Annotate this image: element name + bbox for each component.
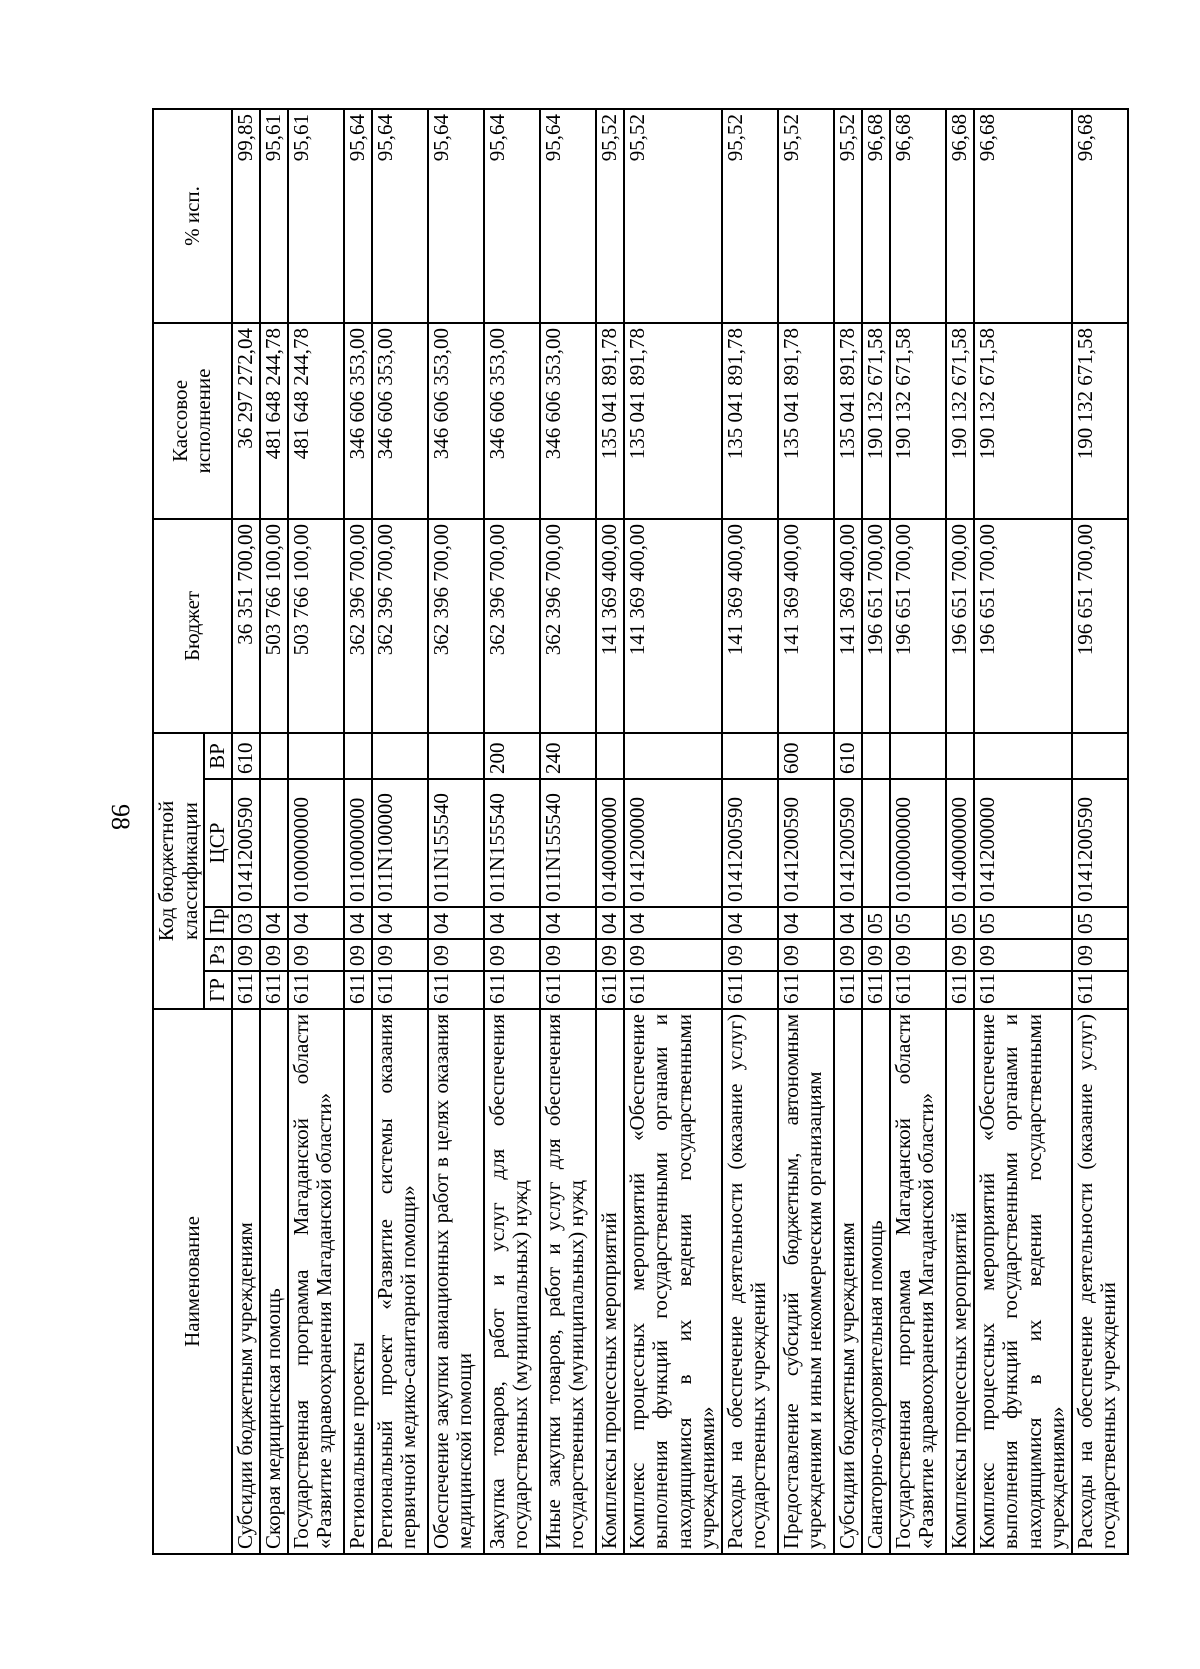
header-gr: ГР xyxy=(204,971,232,1009)
page-number: 98 xyxy=(106,804,135,830)
table-row xyxy=(722,109,778,1554)
row-budget: 196 651 700,00 xyxy=(1072,519,1128,733)
table-row xyxy=(288,109,344,1554)
row-pr: 04 xyxy=(596,907,624,939)
table-row xyxy=(974,109,1072,1554)
row-csr: 0141200590 xyxy=(722,779,778,907)
row-pct: 96,68 xyxy=(946,109,974,323)
row-cash: 481 648 244,78 xyxy=(288,323,344,519)
row-pct: 95,52 xyxy=(778,109,834,323)
row-cash: 190 132 671,58 xyxy=(974,323,1072,519)
row-csr: 011N155540 xyxy=(484,779,540,907)
row-pr: 05 xyxy=(890,907,946,939)
row-pr: 04 xyxy=(260,907,288,939)
row-pr: 04 xyxy=(288,907,344,939)
row-vr xyxy=(1072,733,1128,779)
row-budget: 196 651 700,00 xyxy=(946,519,974,733)
row-cash: 135 041 891,78 xyxy=(834,323,862,519)
row-name: Государственная программа Магаданской области «Развитие здравоохранения Магаданской области» xyxy=(890,1009,946,1554)
row-budget: 141 369 400,00 xyxy=(834,519,862,733)
row-csr xyxy=(260,779,288,907)
row-pct: 95,64 xyxy=(344,109,372,323)
row-pr: 04 xyxy=(624,907,722,939)
row-vr xyxy=(288,733,344,779)
row-rz: 09 xyxy=(862,939,890,971)
row-budget: 362 396 700,00 xyxy=(344,519,372,733)
row-rz: 09 xyxy=(596,939,624,971)
row-vr xyxy=(372,733,428,779)
row-vr xyxy=(624,733,722,779)
row-cash: 190 132 671,58 xyxy=(1072,323,1128,519)
row-name: Субсидии бюджетным учреждениям xyxy=(834,1009,862,1554)
table-row xyxy=(834,109,862,1554)
row-vr: 610 xyxy=(834,733,862,779)
row-pct: 95,64 xyxy=(484,109,540,323)
row-cash: 135 041 891,78 xyxy=(778,323,834,519)
row-name: Скорая медицинская помощь xyxy=(260,1009,288,1554)
row-pr: 04 xyxy=(540,907,596,939)
row-pct: 95,64 xyxy=(540,109,596,323)
table-row xyxy=(862,109,890,1554)
row-rz: 09 xyxy=(372,939,428,971)
row-budget: 362 396 700,00 xyxy=(484,519,540,733)
row-cash: 346 606 353,00 xyxy=(372,323,428,519)
table-row xyxy=(778,109,834,1554)
row-pct: 95,52 xyxy=(722,109,778,323)
row-cash: 481 648 244,78 xyxy=(260,323,288,519)
table-row xyxy=(540,109,596,1554)
row-name: Региональные проекты xyxy=(344,1009,372,1554)
row-pr: 04 xyxy=(834,907,862,939)
row-cash: 135 041 891,78 xyxy=(624,323,722,519)
row-csr: 0141200000 xyxy=(624,779,722,907)
row-csr: 0100000000 xyxy=(288,779,344,907)
row-rz: 09 xyxy=(540,939,596,971)
row-rz: 09 xyxy=(722,939,778,971)
row-pct: 95,61 xyxy=(288,109,344,323)
row-pr: 05 xyxy=(862,907,890,939)
row-gr: 611 xyxy=(974,971,1072,1009)
row-gr: 611 xyxy=(1072,971,1128,1009)
header-pct: % исп. xyxy=(153,109,232,323)
row-rz: 09 xyxy=(232,939,260,971)
row-pr: 04 xyxy=(484,907,540,939)
row-budget: 503 766 100,00 xyxy=(288,519,344,733)
row-gr: 611 xyxy=(372,971,428,1009)
row-vr: 600 xyxy=(778,733,834,779)
row-pr: 04 xyxy=(344,907,372,939)
row-vr xyxy=(974,733,1072,779)
row-name: Расходы на обеспечение деятельности (оказание услуг) государственных учреждений xyxy=(1072,1009,1128,1554)
row-pct: 95,52 xyxy=(624,109,722,323)
row-vr: 610 xyxy=(232,733,260,779)
row-name: Комплексы процессных мероприятий xyxy=(596,1009,624,1554)
row-cash: 190 132 671,58 xyxy=(862,323,890,519)
row-gr: 611 xyxy=(946,971,974,1009)
row-csr: 0141200000 xyxy=(974,779,1072,907)
row-rz: 09 xyxy=(624,939,722,971)
row-cash: 346 606 353,00 xyxy=(540,323,596,519)
row-gr: 611 xyxy=(232,971,260,1009)
header-rz: Рз xyxy=(204,939,232,971)
row-name: Государственная программа Магаданской области «Развитие здравоохранения Магаданской области» xyxy=(288,1009,344,1554)
row-pct: 99,85 xyxy=(232,109,260,323)
row-pct: 96,68 xyxy=(862,109,890,323)
row-gr: 611 xyxy=(624,971,722,1009)
row-pr: 04 xyxy=(372,907,428,939)
row-pr: 05 xyxy=(946,907,974,939)
row-budget: 362 396 700,00 xyxy=(372,519,428,733)
row-rz: 09 xyxy=(1072,939,1128,971)
row-vr xyxy=(596,733,624,779)
table-row xyxy=(372,109,428,1554)
table-row xyxy=(946,109,974,1554)
row-csr: 0140000000 xyxy=(946,779,974,907)
row-csr: 0141200590 xyxy=(778,779,834,907)
row-vr xyxy=(344,733,372,779)
row-pr: 05 xyxy=(1072,907,1128,939)
table-body xyxy=(232,109,1128,1554)
row-rz: 09 xyxy=(260,939,288,971)
row-rz: 09 xyxy=(890,939,946,971)
row-cash: 190 132 671,58 xyxy=(890,323,946,519)
row-budget: 141 369 400,00 xyxy=(596,519,624,733)
row-pct: 96,68 xyxy=(974,109,1072,323)
row-rz: 09 xyxy=(834,939,862,971)
row-budget: 141 369 400,00 xyxy=(778,519,834,733)
row-name: Предоставление субсидий бюджетным, автономным учреждениям и иным некоммерческим организациям xyxy=(778,1009,834,1554)
rotated-sheet xyxy=(152,110,1200,1555)
row-budget: 141 369 400,00 xyxy=(722,519,778,733)
row-rz: 09 xyxy=(288,939,344,971)
row-pr: 04 xyxy=(722,907,778,939)
row-name: Расходы на обеспечение деятельности (оказание услуг) государственных учреждений xyxy=(722,1009,778,1554)
table-row xyxy=(1072,109,1128,1554)
table-row xyxy=(624,109,722,1554)
row-vr xyxy=(862,733,890,779)
row-csr: 0141200590 xyxy=(232,779,260,907)
table-row xyxy=(428,109,484,1554)
table-row xyxy=(344,109,372,1554)
row-budget: 141 369 400,00 xyxy=(624,519,722,733)
row-csr xyxy=(862,779,890,907)
row-budget: 36 351 700,00 xyxy=(232,519,260,733)
row-csr: 0100000000 xyxy=(890,779,946,907)
row-cash: 135 041 891,78 xyxy=(722,323,778,519)
row-cash: 190 132 671,58 xyxy=(946,323,974,519)
row-pct: 95,52 xyxy=(834,109,862,323)
row-budget: 503 766 100,00 xyxy=(260,519,288,733)
row-name: Комплексы процессных мероприятий xyxy=(946,1009,974,1554)
row-pct: 96,68 xyxy=(1072,109,1128,323)
row-budget: 196 651 700,00 xyxy=(862,519,890,733)
row-gr: 611 xyxy=(344,971,372,1009)
row-vr xyxy=(890,733,946,779)
header-vr: ВР xyxy=(204,733,232,779)
row-csr: 0140000000 xyxy=(596,779,624,907)
row-gr: 611 xyxy=(834,971,862,1009)
row-budget: 362 396 700,00 xyxy=(428,519,484,733)
row-cash: 346 606 353,00 xyxy=(344,323,372,519)
row-cash: 346 606 353,00 xyxy=(484,323,540,519)
row-rz: 09 xyxy=(778,939,834,971)
row-csr: 0110000000 xyxy=(344,779,372,907)
row-pct: 95,52 xyxy=(596,109,624,323)
row-csr: 011N155540 xyxy=(540,779,596,907)
row-csr: 011N100000 xyxy=(372,779,428,907)
header-budget: Бюджет xyxy=(153,519,232,733)
row-pct: 95,64 xyxy=(372,109,428,323)
table-row xyxy=(484,109,540,1554)
table-row xyxy=(260,109,288,1554)
row-pr: 04 xyxy=(428,907,484,939)
header-pr: Пр xyxy=(204,907,232,939)
row-name: Санаторно-оздоровительная помощь xyxy=(862,1009,890,1554)
row-rz: 09 xyxy=(974,939,1072,971)
row-pr: 03 xyxy=(232,907,260,939)
row-name: Комплекс процессных мероприятий «Обеспечение выполнения функций государственными органами и находящимися в их ведении государственными учреждениями» xyxy=(624,1009,722,1554)
table-row xyxy=(232,109,260,1554)
row-rz: 09 xyxy=(428,939,484,971)
row-cash: 346 606 353,00 xyxy=(428,323,484,519)
row-gr: 611 xyxy=(428,971,484,1009)
row-vr xyxy=(946,733,974,779)
row-budget: 196 651 700,00 xyxy=(974,519,1072,733)
row-pct: 95,64 xyxy=(428,109,484,323)
row-name: Региональный проект «Развитие системы оказания первичной медико-санитарной помощи» xyxy=(372,1009,428,1554)
row-csr: 0141200590 xyxy=(1072,779,1128,907)
row-pct: 95,61 xyxy=(260,109,288,323)
budget-table xyxy=(152,108,1129,1555)
row-name: Иные закупки товаров, работ и услуг для обеспечения государственных (муниципальных) нужд xyxy=(540,1009,596,1554)
row-gr: 611 xyxy=(260,971,288,1009)
row-pr: 04 xyxy=(778,907,834,939)
row-vr xyxy=(722,733,778,779)
row-rz: 09 xyxy=(484,939,540,971)
row-cash: 36 297 272,04 xyxy=(232,323,260,519)
row-gr: 611 xyxy=(778,971,834,1009)
row-pct: 96,68 xyxy=(890,109,946,323)
row-csr: 0141200590 xyxy=(834,779,862,907)
row-vr: 200 xyxy=(484,733,540,779)
table-row xyxy=(596,109,624,1554)
header-name: Наименование xyxy=(153,1009,232,1554)
row-vr xyxy=(260,733,288,779)
row-gr: 611 xyxy=(288,971,344,1009)
row-gr: 611 xyxy=(540,971,596,1009)
row-vr: 240 xyxy=(540,733,596,779)
header-code-group: Код бюджетной классификации xyxy=(153,733,204,1009)
row-name: Комплекс процессных мероприятий «Обеспечение выполнения функций государственными органами и находящимися в их ведении государственными учреждениями» xyxy=(974,1009,1072,1554)
row-csr: 011N155540 xyxy=(428,779,484,907)
row-pr: 05 xyxy=(974,907,1072,939)
row-name: Обеспечение закупки авиационных работ в целях оказания медицинской помощи xyxy=(428,1009,484,1554)
row-cash: 135 041 891,78 xyxy=(596,323,624,519)
row-budget: 362 396 700,00 xyxy=(540,519,596,733)
row-budget: 196 651 700,00 xyxy=(890,519,946,733)
row-gr: 611 xyxy=(596,971,624,1009)
row-rz: 09 xyxy=(946,939,974,971)
row-gr: 611 xyxy=(484,971,540,1009)
table-row xyxy=(890,109,946,1554)
row-rz: 09 xyxy=(344,939,372,971)
row-name: Субсидии бюджетным учреждениям xyxy=(232,1009,260,1554)
row-gr: 611 xyxy=(890,971,946,1009)
header-csr: ЦСР xyxy=(204,779,232,907)
header-cash: Кассовое исполнение xyxy=(153,323,232,519)
row-name: Закупка товаров, работ и услуг для обеспечения государственных (муниципальных) нужд xyxy=(484,1009,540,1554)
row-vr xyxy=(428,733,484,779)
row-gr: 611 xyxy=(862,971,890,1009)
row-gr: 611 xyxy=(722,971,778,1009)
